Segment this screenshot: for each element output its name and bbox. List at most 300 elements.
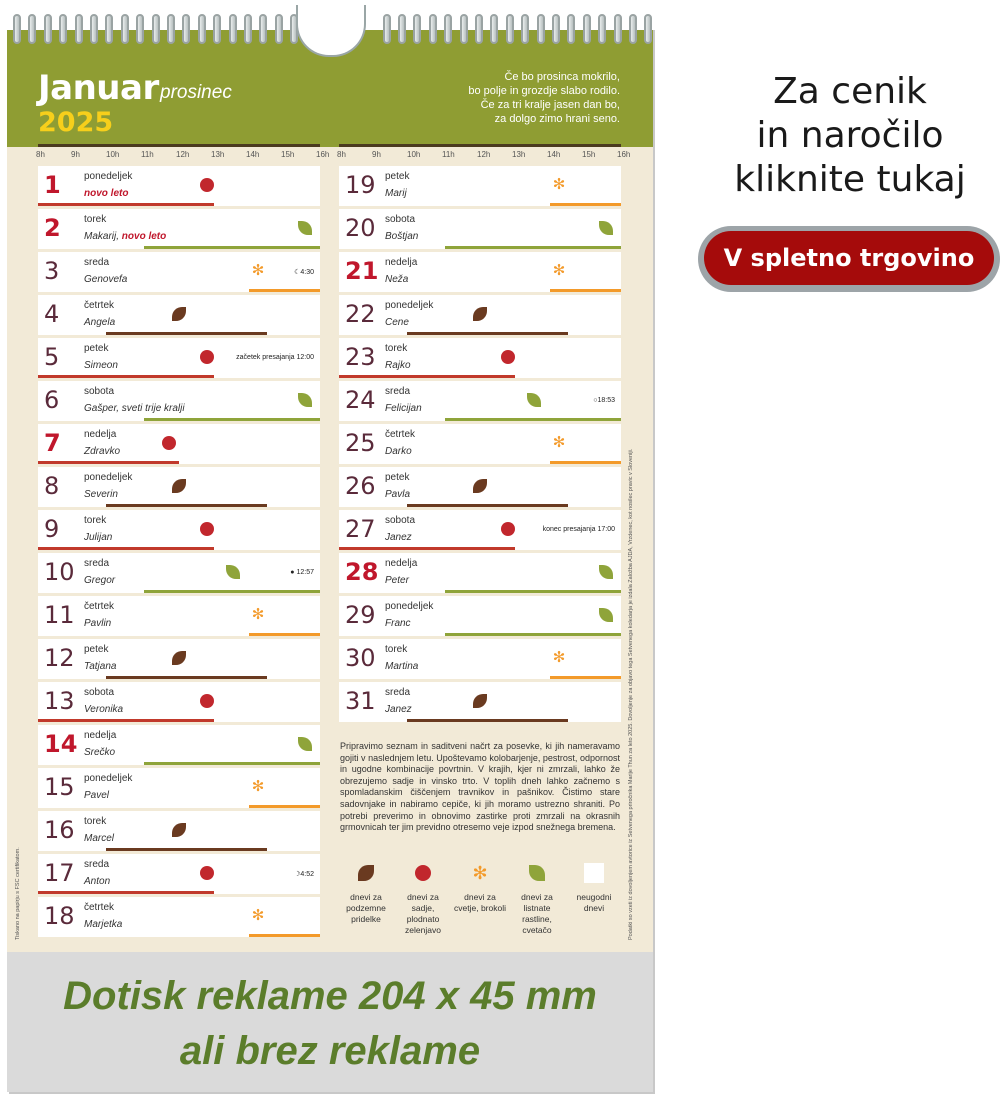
- saint-name: Pavlin: [84, 618, 112, 629]
- legend-item: [395, 865, 451, 936]
- root-icon: [172, 823, 186, 837]
- binding-ring: [75, 14, 83, 44]
- ad-line-1: Dotisk reklame 204 x 45 mm: [63, 974, 597, 1018]
- day-row: [38, 596, 320, 636]
- name-day: [385, 317, 409, 328]
- favourable-time-bar: [339, 375, 515, 378]
- leaf-icon: [529, 865, 545, 881]
- leaf-icon: [298, 393, 312, 407]
- flower-icon: ✻: [552, 262, 566, 279]
- binding-ring: [198, 14, 206, 44]
- saint-name: Neža: [385, 274, 409, 285]
- hour-tick-label: 9h: [71, 150, 80, 159]
- proverb-line: Če bo prosinca mokrilo,: [504, 71, 620, 83]
- favourable-time-bar: [445, 246, 621, 249]
- weekday: ponedeljek: [84, 773, 133, 784]
- cta-line: in naročilo: [756, 115, 944, 156]
- apple-icon: [200, 178, 214, 192]
- hour-scale-left: [36, 150, 330, 162]
- day-number: 26: [345, 472, 376, 500]
- flower-icon: ✻: [552, 649, 566, 666]
- day-row: [38, 295, 320, 335]
- binding-ring: [121, 14, 129, 44]
- name-day: [84, 489, 118, 500]
- root-icon: [172, 307, 186, 321]
- day-row: [339, 596, 621, 636]
- flower-icon: ✻: [251, 606, 265, 623]
- weekday: nedelja: [84, 429, 117, 440]
- saint-name: Julijan: [84, 532, 113, 543]
- day-row: [38, 166, 320, 206]
- proverb-line: Če za tri kralje jasen dan bo,: [480, 99, 620, 111]
- proverb: [360, 70, 620, 126]
- day-number: 25: [345, 429, 376, 457]
- weekday: četrtek: [84, 902, 115, 913]
- favourable-time-bar: [407, 332, 568, 335]
- apple-icon: [501, 522, 515, 536]
- day-number: 2: [44, 214, 61, 242]
- day-number: 21: [345, 257, 379, 285]
- day-row: [339, 510, 621, 550]
- saint-name: Felicijan: [385, 403, 422, 414]
- legend-label: neugodni dnevi: [576, 892, 612, 913]
- weekday: torek: [84, 816, 107, 827]
- name-day: [84, 446, 120, 457]
- hour-tick-label: 10h: [407, 150, 421, 159]
- binding-ring: [583, 14, 591, 44]
- day-row: [38, 209, 320, 249]
- weekday: torek: [385, 644, 408, 655]
- month-title: Januar: [38, 68, 159, 108]
- name-day: [84, 575, 115, 586]
- day-number: 23: [345, 343, 376, 371]
- saint-name: Marij: [385, 188, 407, 199]
- hour-tick-label: 10h: [106, 150, 120, 159]
- binding-ring: [90, 14, 98, 44]
- weekday: torek: [84, 515, 107, 526]
- day-row: [339, 553, 621, 593]
- weekday: petek: [84, 644, 109, 655]
- apple-icon: [200, 866, 214, 880]
- legend-item: [452, 865, 508, 914]
- name-day: [84, 532, 112, 543]
- day-row: [38, 381, 320, 421]
- day-number: 9: [44, 515, 60, 543]
- legend-item: [509, 865, 565, 936]
- saint-name: Marcel: [84, 833, 115, 844]
- saint-name: Rajko: [385, 360, 411, 371]
- day-number: 31: [345, 687, 376, 715]
- saint-name: Pavla: [385, 489, 411, 500]
- day-number: 4: [44, 300, 60, 328]
- binding-ring: [614, 14, 622, 44]
- root-icon: [172, 479, 186, 493]
- day-row: [339, 381, 621, 421]
- leaf-icon: [599, 608, 613, 622]
- favourable-time-bar: [249, 805, 320, 808]
- hour-tick-label: 8h: [36, 150, 45, 159]
- favourable-time-bar: [144, 418, 320, 421]
- day-number: 14: [44, 730, 78, 758]
- day-number: 7: [44, 429, 61, 457]
- cta-line: kliknite tukaj: [734, 159, 966, 200]
- day-note: ☽4:52: [294, 871, 314, 878]
- root-icon: [473, 479, 487, 493]
- hour-tick-label: 11h: [442, 150, 455, 159]
- day-row: [38, 467, 320, 507]
- month-old-name: prosinec: [160, 82, 232, 103]
- day-number: 17: [44, 859, 75, 887]
- hour-tick-label: 11h: [141, 150, 154, 159]
- binding-ring: [444, 14, 452, 44]
- day-number: 16: [44, 816, 75, 844]
- day-row: [339, 295, 621, 335]
- name-day: [84, 704, 123, 715]
- favourable-time-bar: [38, 203, 214, 206]
- day-number: 18: [44, 902, 75, 930]
- day-number: 6: [44, 386, 60, 414]
- favourable-time-bar: [550, 203, 621, 206]
- weekday: četrtek: [84, 601, 115, 612]
- binding-ring: [182, 14, 190, 44]
- name-day: [385, 188, 407, 199]
- apple-icon: [501, 350, 515, 364]
- binding-ring: [136, 14, 144, 44]
- weekday: sreda: [84, 558, 110, 569]
- day-number: 13: [44, 687, 75, 715]
- weekday: petek: [385, 472, 410, 483]
- legend-label: dnevi za sadje, plodnato zelenjavo: [405, 892, 441, 935]
- favourable-time-bar: [445, 633, 621, 636]
- cta-text[interactable]: [700, 70, 1000, 202]
- binding-ring: [460, 14, 468, 44]
- day-row: [38, 553, 320, 593]
- binding-ring: [229, 14, 237, 44]
- flower-icon: ✻: [251, 262, 265, 279]
- binding-ring: [429, 14, 437, 44]
- day-row: [339, 252, 621, 292]
- favourable-time-bar: [550, 676, 621, 679]
- hour-tick-label: 12h: [477, 150, 491, 159]
- saint-name: Janez: [385, 532, 412, 543]
- saint-name: Gregor: [84, 575, 116, 586]
- proverb-line: za dolgo zimo hrani seno.: [494, 113, 620, 125]
- binding-ring: [13, 14, 21, 44]
- name-day: [84, 231, 166, 242]
- hour-scale-right: [337, 150, 631, 162]
- day-row: [38, 510, 320, 550]
- hour-tick-label: 15h: [281, 150, 295, 159]
- weekday: sobota: [84, 386, 115, 397]
- day-number: 28: [345, 558, 379, 586]
- name-day: [84, 876, 110, 887]
- day-number: 29: [345, 601, 376, 629]
- root-icon: [358, 865, 374, 881]
- hour-tick-label: 16h: [617, 150, 631, 159]
- hour-tick-label: 8h: [337, 150, 346, 159]
- binding-ring: [213, 14, 221, 44]
- saint-name: Franc: [385, 618, 411, 629]
- saint-name: Janez: [385, 704, 412, 715]
- name-day: [84, 317, 115, 328]
- binding-ring: [383, 14, 391, 44]
- day-number: 3: [44, 257, 60, 285]
- favourable-time-bar: [550, 289, 621, 292]
- weekday: sreda: [84, 257, 110, 268]
- favourable-time-bar: [249, 633, 320, 636]
- leaf-icon: [527, 393, 541, 407]
- day-row: [38, 338, 320, 378]
- favourable-time-bar: [38, 375, 214, 378]
- saint-name: Pavel: [84, 790, 110, 801]
- saint-name: Simeon: [84, 360, 118, 371]
- weekday: torek: [385, 343, 408, 354]
- weekday: sobota: [84, 687, 115, 698]
- binding-ring: [506, 14, 514, 44]
- favourable-time-bar: [38, 461, 179, 464]
- binding-ring: [259, 14, 267, 44]
- binding-ring: [28, 14, 36, 44]
- day-row: [339, 467, 621, 507]
- day-row: [38, 811, 320, 851]
- apple-icon: [415, 865, 431, 881]
- flower-icon: ✻: [472, 863, 488, 883]
- day-number: 1: [44, 171, 61, 199]
- weekday: sreda: [84, 859, 110, 870]
- binding-ring: [567, 14, 575, 44]
- cta-line: Za cenik: [773, 71, 927, 112]
- binding-ring: [475, 14, 483, 44]
- favourable-time-bar: [445, 418, 621, 421]
- hour-tick-label: 9h: [372, 150, 381, 159]
- binding-ring: [552, 14, 560, 44]
- day-number: 30: [345, 644, 376, 672]
- ad-line-2: ali brez reklame: [179, 1029, 481, 1073]
- day-note: začetek presajanja 12:00: [236, 354, 314, 361]
- saint-name: Zdravko: [84, 446, 121, 457]
- name-day: [84, 790, 109, 801]
- favourable-time-bar: [550, 461, 621, 464]
- legend-item: [338, 865, 394, 925]
- leaf-icon: [298, 221, 312, 235]
- saint-name: Marjetka: [84, 919, 123, 930]
- binding-ring: [152, 14, 160, 44]
- favourable-time-bar: [144, 762, 320, 765]
- weekday: ponedeljek: [84, 472, 133, 483]
- day-number: 24: [345, 386, 376, 414]
- saint-name: Tatjana: [84, 661, 117, 672]
- binding-ring: [598, 14, 606, 44]
- print-note: Tiskano na papirju s FSC certifikatom.: [15, 847, 21, 940]
- root-icon: [172, 651, 186, 665]
- hour-tick-label: 16h: [316, 150, 330, 159]
- weekday: sobota: [385, 214, 416, 225]
- saint-name: Anton: [84, 876, 111, 887]
- favourable-time-bar: [106, 504, 267, 507]
- hour-scale-line-left: [38, 144, 320, 147]
- day-number: 27: [345, 515, 376, 543]
- weekday: nedelja: [385, 257, 418, 268]
- day-number: 5: [44, 343, 60, 371]
- weekday: sreda: [385, 687, 411, 698]
- saint-name: Boštjan: [385, 231, 419, 242]
- name-day: [84, 919, 122, 930]
- legend-label: dnevi za listnate rastline, cvetačo: [521, 892, 553, 935]
- hour-tick-label: 15h: [582, 150, 596, 159]
- name-day: [385, 489, 410, 500]
- saint-name: Srečko: [84, 747, 116, 758]
- name-day: [385, 704, 412, 715]
- name-day: [385, 231, 418, 242]
- hour-tick-label: 14h: [547, 150, 561, 159]
- favourable-time-bar: [249, 289, 320, 292]
- day-row: [339, 682, 621, 722]
- weekday: petek: [84, 343, 109, 354]
- leaf-icon: [226, 565, 240, 579]
- holiday-name: novo leto: [121, 231, 167, 242]
- day-note: ● 12:57: [290, 569, 314, 576]
- day-row: [38, 854, 320, 894]
- legend-label: dnevi za cvetje, brokoli: [454, 892, 506, 913]
- weekday: četrtek: [84, 300, 115, 311]
- binding-ring: [167, 14, 175, 44]
- name-day: [385, 532, 412, 543]
- day-note: konec presajanja 17:00: [542, 526, 615, 533]
- hour-tick-label: 14h: [246, 150, 260, 159]
- name-day: [84, 661, 116, 672]
- favourable-time-bar: [407, 504, 568, 507]
- favourable-time-bar: [38, 719, 214, 722]
- name-day: [84, 747, 115, 758]
- flower-icon: ✻: [552, 176, 566, 193]
- day-row: [38, 768, 320, 808]
- leaf-icon: [599, 221, 613, 235]
- name-day: [385, 618, 411, 629]
- name-day: [84, 274, 127, 285]
- name-day: [385, 403, 422, 414]
- favourable-time-bar: [445, 590, 621, 593]
- day-number: 11: [44, 601, 75, 629]
- holiday-name: novo leto: [84, 188, 129, 199]
- hour-tick-label: 13h: [211, 150, 225, 159]
- day-number: 19: [345, 171, 376, 199]
- favourable-time-bar: [106, 676, 267, 679]
- saint-name: Veronika: [84, 704, 124, 715]
- weekday: petek: [385, 171, 410, 182]
- favourable-time-bar: [407, 719, 568, 722]
- saint-name: Gašper, sveti trije kralji: [84, 403, 185, 414]
- day-row: [38, 424, 320, 464]
- day-number: 22: [345, 300, 376, 328]
- hour-tick-label: 12h: [176, 150, 190, 159]
- binding-ring: [521, 14, 529, 44]
- name-day: [84, 618, 111, 629]
- name-day: [385, 274, 408, 285]
- favourable-time-bar: [106, 332, 267, 335]
- hour-tick-label: 13h: [512, 150, 526, 159]
- monthly-advice-text: Pripravimo seznam in saditveni načrt za posevke, ki jih nameravamo gojiti v naslednjem letu. Upoštevamo kolobarjenje, pestrost, odpornost in ugodne kombinacije povrtnin. V krajih, kjer ni zmrzali, lahko že obrezujemo sadje in vinsko trto. V toplih dneh lahko začnemo s spomladanskim čiščenjem travnikov in pašnikov. Čistimo stare sadovnjake in nabiramo cepiče, ki jih moramo ustrezno shraniti. Po potrebi preverimo in obnovimo zastirke proti zmrzali na okrasnih grmovnicah ter jim previdno otresemo veje izpod snežnega bremena.: [340, 741, 620, 833]
- saint-name: Peter: [385, 575, 409, 586]
- leaf-icon: [298, 737, 312, 751]
- name-day: [385, 661, 418, 672]
- weekday: četrtek: [385, 429, 416, 440]
- apple-icon: [200, 350, 214, 364]
- day-note: ☾4:30: [294, 269, 314, 276]
- apple-icon: [200, 694, 214, 708]
- shop-button[interactable]: [698, 226, 1000, 292]
- day-note: ○18:53: [593, 397, 615, 404]
- day-row: [38, 252, 320, 292]
- binding-ring: [629, 14, 637, 44]
- saint-name: Severin: [84, 489, 118, 500]
- binding-ring: [398, 14, 406, 44]
- saint-name: Makarij,: [84, 231, 122, 242]
- name-day: [84, 833, 114, 844]
- day-row: [339, 639, 621, 679]
- weekday: nedelja: [385, 558, 418, 569]
- favourable-time-bar: [38, 547, 214, 550]
- name-day: [385, 575, 409, 586]
- legend-label: dnevi za podzemne pridelke: [346, 892, 386, 924]
- binding-ring: [244, 14, 252, 44]
- day-row: [38, 682, 320, 722]
- favourable-time-bar: [38, 891, 214, 894]
- weekday: ponedeljek: [385, 601, 434, 612]
- legend-item: [566, 865, 622, 914]
- proverb-line: bo polje in grozdje slabo rodilo.: [468, 85, 620, 97]
- blank-icon: [584, 863, 604, 883]
- favourable-time-bar: [106, 848, 267, 851]
- weekday: ponedeljek: [84, 171, 133, 182]
- day-row: [339, 338, 621, 378]
- favourable-time-bar: [144, 590, 320, 593]
- binding-ring: [490, 14, 498, 44]
- binding-ring: [44, 14, 52, 44]
- name-day: [84, 360, 118, 371]
- day-row: [38, 725, 320, 765]
- name-day: [84, 403, 185, 414]
- weekday: sobota: [385, 515, 416, 526]
- name-day: [385, 446, 412, 457]
- leaf-icon: [599, 565, 613, 579]
- flower-icon: ✻: [251, 907, 265, 924]
- day-number: 10: [44, 558, 75, 586]
- saint-name: Darko: [385, 446, 412, 457]
- weekday: ponedeljek: [385, 300, 434, 311]
- day-row: [38, 639, 320, 679]
- binding-ring: [105, 14, 113, 44]
- flower-icon: ✻: [251, 778, 265, 795]
- flower-icon: ✻: [552, 434, 566, 451]
- saint-name: Cene: [385, 317, 409, 328]
- day-row: [38, 897, 320, 937]
- shop-button-label: V spletno trgovino: [704, 231, 994, 285]
- apple-icon: [200, 522, 214, 536]
- day-number: 15: [44, 773, 75, 801]
- day-row: [339, 424, 621, 464]
- name-day: [84, 188, 128, 199]
- favourable-time-bar: [339, 547, 515, 550]
- day-row: [339, 166, 621, 206]
- binding-ring: [413, 14, 421, 44]
- year-label: 2025: [38, 107, 114, 138]
- binding-ring: [59, 14, 67, 44]
- weekday: nedelja: [84, 730, 117, 741]
- favourable-time-bar: [144, 246, 320, 249]
- binding-ring: [537, 14, 545, 44]
- apple-icon: [162, 436, 176, 450]
- binding-ring: [644, 14, 652, 44]
